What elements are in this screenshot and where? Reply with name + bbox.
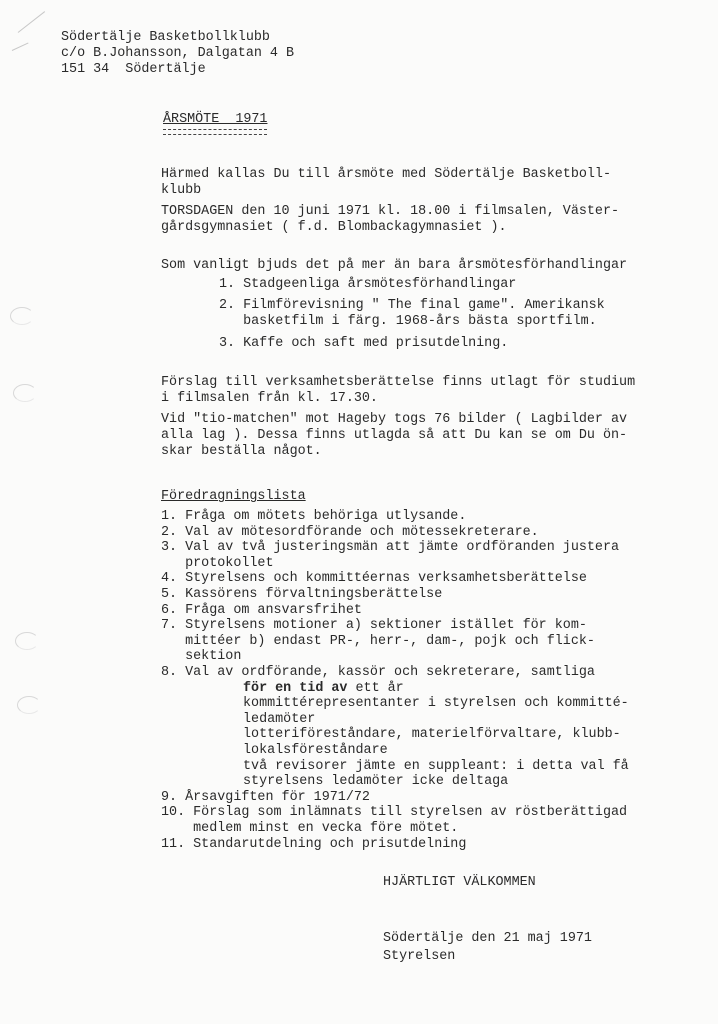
agenda-line: medlem minst en vecka före mötet.	[161, 821, 459, 836]
agenda-line: lokalsföreståndare	[243, 743, 388, 758]
report-note: Förslag till verksamhetsberättelse finns utlagt för studium	[161, 375, 636, 390]
agenda-line: mittéer b) endast PR-, herr-, dam-, pojk och flick-	[161, 633, 595, 649]
agenda-line: 6. Fråga om ansvarsfrihet	[161, 602, 362, 618]
agenda-line: 1. Fråga om mötets behöriga utlysande.	[161, 509, 467, 524]
agenda-line: 8. Val av ordförande, kassör och sekreterare, samtliga	[161, 665, 595, 680]
program-item: 3. Kaffe och saft med prisutdelning.	[219, 336, 509, 351]
punch-hole-mark	[13, 384, 37, 402]
agenda-line: 11. Standarutdelning och prisutdelning	[161, 836, 467, 852]
sender-address: c/o B.Johansson, Dalgatan 4 B	[61, 46, 295, 61]
agenda-line: två revisorer jämte en suppleant: i detta val få	[243, 758, 629, 774]
punch-hole-mark	[15, 632, 39, 650]
agenda-line: protokollet	[161, 555, 274, 571]
program-intro: Som vanligt bjuds det på mer än bara årsmötesförhandlingar	[161, 258, 628, 273]
place-date: Södertälje den 21 maj 1971	[383, 931, 592, 946]
agenda-line: 7. Styrelsens motioner a) sektioner istället för kom-	[161, 618, 587, 634]
agenda-line: sektion	[161, 649, 242, 665]
sender-name: Södertälje Basketbollklubb	[61, 30, 270, 45]
signature: Styrelsen	[383, 949, 456, 964]
agenda-line: 2. Val av mötesordförande och mötessekreterare.	[161, 524, 539, 540]
paper-mark	[18, 11, 45, 33]
meeting-details: gårdsgymnasiet ( f.d. Blombackagymnasiet ).	[161, 220, 507, 235]
program-item: basketfilm i färg. 1968-års bästa sportfilm.	[219, 314, 597, 329]
report-note: i filmsalen från kl. 17.30.	[161, 391, 378, 406]
closing-greeting: HJÄRTLIGT VÄLKOMMEN	[383, 875, 536, 890]
punch-hole-mark	[17, 696, 41, 714]
invitation-text: Härmed kallas Du till årsmöte med Södertälje Basketboll-	[161, 167, 611, 182]
document-title: ÅRSMÖTE 1971	[163, 112, 268, 127]
punch-hole-mark	[10, 307, 34, 325]
agenda-line: kommittérepresentanter i styrelsen och kommitté-	[243, 696, 629, 712]
title-double-underline	[163, 129, 267, 135]
agenda-line: styrelsens ledamöter icke deltaga	[243, 774, 509, 790]
agenda-line: 4. Styrelsens och kommittéernas verksamhetsberättelse	[161, 571, 587, 587]
photo-note: Vid "tio-matchen" mot Hageby togs 76 bilder ( Lagbilder av	[161, 412, 628, 427]
term-emphasis: för en tid av	[243, 680, 348, 696]
agenda-term-line	[243, 681, 404, 697]
paper-mark	[12, 42, 29, 51]
photo-note: skar beställa något.	[161, 444, 322, 459]
term-rest: ett år	[347, 680, 404, 696]
agenda-line: 10. Förslag som inlämnats till styrelsen av röstberättigad	[161, 805, 628, 821]
agenda-line: 3. Val av två justeringsmän att jämte ordföranden justera	[161, 540, 620, 556]
agenda-line: 9. Årsavgiften för 1971/72	[161, 789, 370, 805]
meeting-details: TORSDAGEN den 10 juni 1971 kl. 18.00 i filmsalen, Väster-	[161, 204, 620, 219]
photo-note: alla lag ). Dessa finns utlagda så att Du kan se om Du ön-	[161, 428, 628, 443]
agenda-line: 5. Kassörens förvaltningsberättelse	[161, 587, 443, 602]
agenda-heading: Föredragningslista	[161, 489, 306, 504]
agenda-line: ledamöter	[243, 711, 316, 727]
program-item: 2. Filmförevisning " The final game". Amerikansk	[219, 298, 605, 313]
agenda-line: lotteriföreståndare, materielförvaltare, klubb-	[243, 727, 621, 743]
program-item: 1. Stadgeenliga årsmötesförhandlingar	[219, 277, 517, 292]
sender-postal: 151 34 Södertälje	[61, 62, 206, 77]
invitation-text: klubb	[161, 183, 202, 198]
